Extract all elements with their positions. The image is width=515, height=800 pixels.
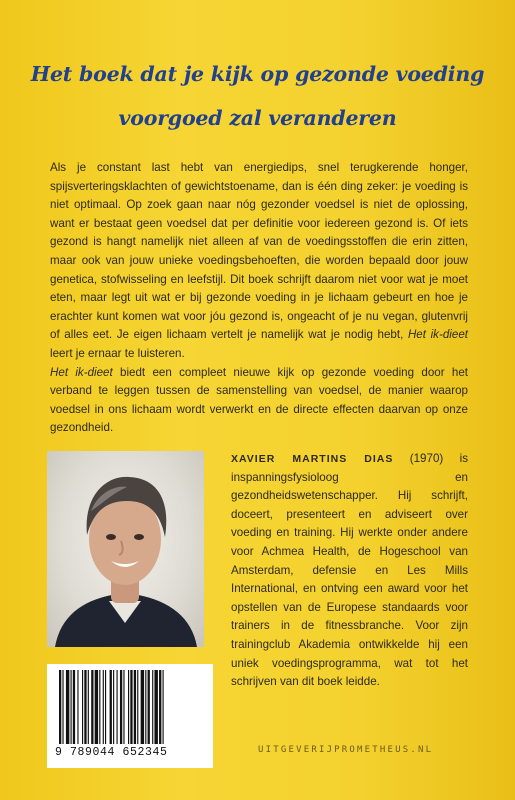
author-portrait-illustration [47,451,204,647]
barcode-bar [103,670,104,744]
barcode-bar [137,670,138,744]
barcode-bar [141,670,144,744]
barcode-bar [88,670,89,744]
barcode-bar [84,670,86,744]
book-blurb [50,159,468,438]
barcode-bar [163,670,164,744]
headline-line-2: voorgoed zal veranderen [118,106,397,130]
publisher-url: UITGEVERIJPROMETHEUS.NL [258,745,434,755]
barcode-bar [117,670,118,744]
blurb-part-3: biedt een compleet nieuwe kijk op gezonde voeding door het verband te leggen tussen de samenstelling van voedsel, de manier waarop voedsel in ons lichaam wordt verwerkt en de directe effecten daarvan op onze gezondheid. [50,365,468,435]
barcode-bar [77,670,78,744]
barcode-bar [95,670,98,744]
author-bio-text: (1970) is inspanningsfysioloog en gezondheidswetenschapper. Hij schrijft, doceert, presenteert en adviseert over voeding en training. Hij werkte onder andere voor Achmea Health, de Hogeschool van Amsterdam, defensie en Les Mills International, en ontving een award voor het opstellen van de Europese standaards voor trainers in de fitnessbranche. Voor zijn trainingclub Akademia ontwikkelde hij een uniek voedingsprogramma, wat tot het schrijven van dit boek leidde. [231,452,468,689]
barcode-bar [62,670,63,744]
blurb-part-2: leert je ernaar te luisteren. [50,346,185,360]
barcode-bar [134,670,136,744]
isbn-barcode [47,664,213,768]
barcode-bar [82,670,83,744]
barcode-bar [71,670,72,744]
barcode-bar [145,670,146,744]
barcode-bar [99,670,100,744]
blurb-part-1: Als je constant last hebt van energiedips, snel terugkerende honger, spijsverteringsklachten of gewichtstoename, dan is één ding zeker: je voeding is niet optimaal. Op zoek gaan naar nóg gezonder voedsel is niet de oplossing, want er bestaat geen voedsel dat per definitie voor iedereen gezond is. Of iets gezond is hangt namelijk niet alleen af van de voedingsstoffen die erin zitten, maar ook van jouw unieke voedingsbehoeften, die worden bepaald door jouw genetica, stofwisseling en leefstijl. Dit boek schrijft daarom niet voor wat je moet eten, maar legt uit wat er bij gezonde voeding in je lichaam gebeurt en hoe je erachter kunt komen wat voor jóu gezond is, ongeacht of je nu vegan, glutenvrij of alles eet. Je eigen lichaam vertelt je namelijk wat je nodig hebt, [50,161,468,342]
barcode-bar [91,670,93,744]
barcode-bars [55,670,205,744]
barcode-bar [152,670,153,744]
author-bio [231,450,468,692]
blurb-book-title-2: Het ik-dieet [50,365,113,379]
barcode-bar [130,670,132,744]
headline-line-1: Het boek dat je kijk op gezonde voeding [30,62,485,86]
barcode-bar [105,670,106,744]
barcode-bar [59,670,61,744]
barcode-bar [110,670,112,744]
barcode-bar [113,670,114,744]
author-photo [47,451,204,647]
author-name: XAVIER MARTINS DIAS [231,453,394,465]
barcode-bar [128,670,129,744]
headline [20,52,495,140]
barcode-bar [159,670,161,744]
barcode-bar [148,670,150,744]
barcode-bar [66,670,69,744]
barcode-bar [73,670,75,744]
barcode-bar [123,670,124,744]
blurb-book-title-1: Het ik-dieet [407,328,468,342]
barcode-bar [154,670,157,744]
barcode-bar [120,670,122,744]
isbn-number: 9 789044 652345 [55,746,168,759]
